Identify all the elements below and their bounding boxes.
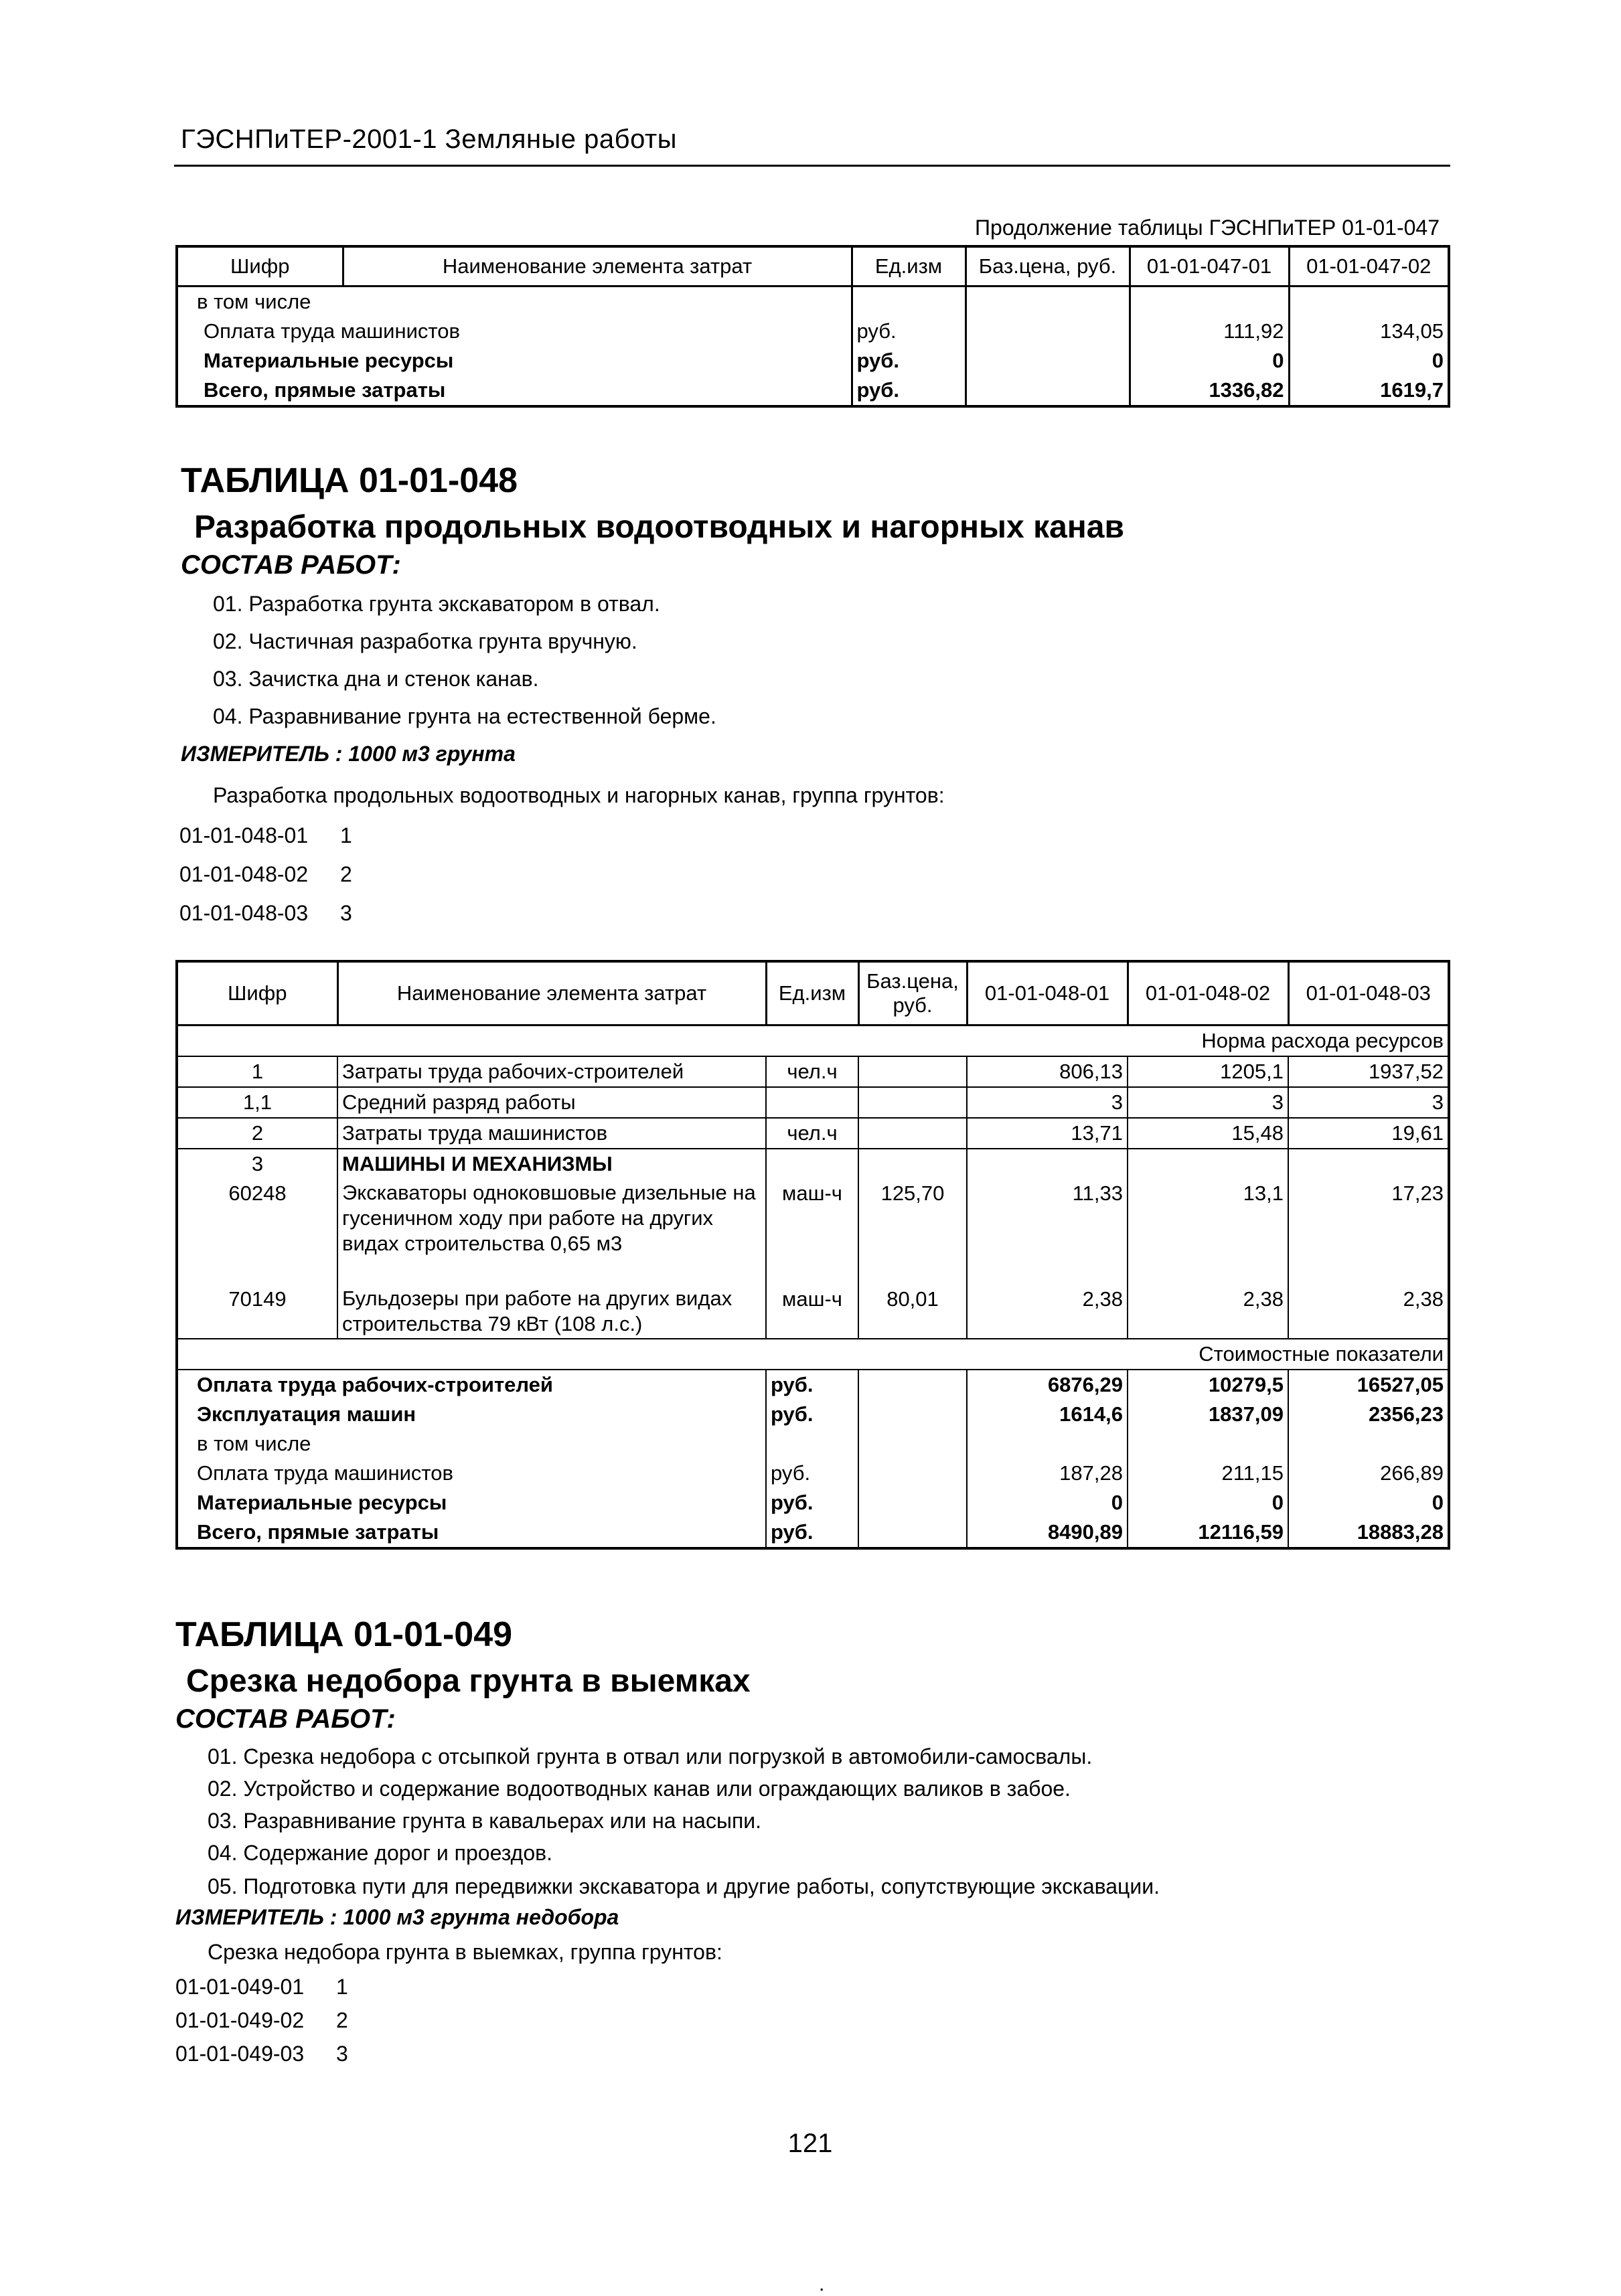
table-row (177, 1149, 1449, 1179)
row-value (1130, 286, 1289, 317)
row-value (1289, 286, 1449, 317)
code-entry (179, 862, 352, 887)
code: 01-01-049-03 (175, 2042, 305, 2066)
row-value: 13,71 (967, 1118, 1128, 1149)
row-unit: руб. (852, 317, 966, 346)
scan-speck: . (819, 2273, 825, 2295)
soil-group: 3 (336, 2042, 348, 2066)
table-row (177, 376, 1449, 406)
row-unit (766, 1087, 858, 1118)
row-name: Средний разряд работы (337, 1087, 766, 1118)
row-name: Оплата труда машинистов (204, 319, 460, 343)
row-value (1288, 1149, 1449, 1179)
row-value: 8490,89 (967, 1518, 1128, 1548)
col-header: Наименование элемента затрат (337, 961, 766, 1026)
row-name: в том числе (197, 290, 311, 313)
row-value: 2356,23 (1288, 1400, 1449, 1429)
sostav-label: СОСТАВ РАБОТ: (181, 550, 401, 580)
table-row (177, 1459, 1449, 1488)
col-header: Баз.цена, руб. (966, 246, 1130, 286)
row-unit: руб. (766, 1400, 858, 1429)
row-name: Затраты труда рабочих-строителей (337, 1056, 766, 1087)
row-value: 0 (1130, 346, 1289, 376)
table-row (177, 1370, 1449, 1400)
row-value: 187,28 (967, 1459, 1128, 1488)
cost-label: Стоимостные показатели (177, 1339, 1449, 1370)
col-header: Баз.цена, руб. (858, 961, 967, 1026)
row-unit (766, 1149, 858, 1179)
table-047-header (177, 246, 1449, 286)
izmeritel: ИЗМЕРИТЕЛЬ : 1000 м3 грунта (181, 742, 516, 766)
work-item: 04. Разравнивание грунта на естественной берме. (213, 704, 716, 728)
row-code: 1,1 (177, 1087, 337, 1118)
running-title: ГЭСНПиТЕР-2001-1 Земляные работы (181, 125, 677, 154)
section-048-heading: Разработка продольных водоотводных и нагорных канав (194, 509, 1124, 545)
row-value: 6876,29 (967, 1370, 1128, 1400)
table-row (177, 1518, 1449, 1548)
row-value: 1937,52 (1288, 1056, 1449, 1087)
code: 01-01-048-02 (179, 862, 309, 886)
col-header: 01-01-048-03 (1288, 961, 1449, 1026)
row-value: 806,13 (967, 1056, 1128, 1087)
table-row (177, 346, 1449, 376)
table-048 (175, 960, 1450, 1550)
codes-intro: Срезка недобора грунта в выемках, группа грунтов: (208, 1940, 722, 1964)
row-value: 1837,09 (1128, 1400, 1288, 1429)
row-price (858, 1087, 967, 1118)
codes-intro: Разработка продольных водоотводных и нагорных канав, группа грунтов: (213, 783, 945, 807)
row-value: 1336,82 (1130, 376, 1289, 406)
table-row (177, 1118, 1449, 1149)
work-item: 02. Частичная разработка грунта вручную. (213, 629, 637, 653)
code-entry (175, 2008, 348, 2033)
row-value (967, 1429, 1128, 1459)
norma-row (177, 1026, 1449, 1057)
row-value: 2,38 (1288, 1282, 1449, 1339)
row-code: 3 (177, 1149, 337, 1179)
header-rule (174, 165, 1450, 167)
row-price (858, 1056, 967, 1087)
table-row (177, 1488, 1449, 1518)
page-number: 121 (787, 2129, 833, 2158)
row-unit: чел.ч (766, 1056, 858, 1087)
row-code: 2 (177, 1118, 337, 1149)
code-entry (179, 823, 352, 848)
col-header: Ед.изм (852, 246, 966, 286)
row-unit: маш-ч (766, 1282, 858, 1339)
row-value: 17,23 (1288, 1179, 1449, 1282)
row-unit: руб. (852, 346, 966, 376)
row-value (1288, 1429, 1449, 1459)
row-value: 13,1 (1128, 1179, 1288, 1282)
work-item: 05. Подготовка пути для передвижки экскаватора и другие работы, сопутствующие экскавации. (208, 1874, 1160, 1898)
row-value: 266,89 (1288, 1459, 1449, 1488)
row-price (858, 1118, 967, 1149)
row-price (858, 1149, 967, 1179)
row-value: 3 (967, 1087, 1128, 1118)
row-value: 15,48 (1128, 1118, 1288, 1149)
row-name: в том числе (177, 1429, 766, 1459)
code: 01-01-048-01 (179, 823, 309, 847)
sostav-label: СОСТАВ РАБОТ: (175, 1704, 396, 1734)
work-item: 02. Устройство и содержание водоотводных канав или ограждающих валиков в забое. (208, 1777, 1071, 1801)
col-header: 01-01-047-01 (1130, 246, 1289, 286)
soil-group: 1 (336, 1975, 348, 1999)
col-header: Шифр (177, 961, 337, 1026)
row-name: Экскаваторы одноковшовые дизельные на гусеничном ходу при работе на других видах строительства 0,65 м3 (337, 1179, 766, 1282)
row-name: Затраты труда машинистов (337, 1118, 766, 1149)
row-unit: руб. (766, 1459, 858, 1488)
izmeritel: ИЗМЕРИТЕЛЬ : 1000 м3 грунта недобора (175, 1905, 619, 1929)
col-header: Наименование элемента затрат (343, 246, 852, 286)
soil-group: 2 (340, 862, 352, 886)
row-value (1128, 1149, 1288, 1179)
col-header: 01-01-048-02 (1128, 961, 1288, 1026)
row-unit: чел.ч (766, 1118, 858, 1149)
col-header: Шифр (177, 246, 343, 286)
row-name: МАШИНЫ И МЕХАНИЗМЫ (337, 1149, 766, 1179)
table-row (177, 1179, 1449, 1282)
row-value: 3 (1128, 1087, 1288, 1118)
row-value: 19,61 (1288, 1118, 1449, 1149)
row-value: 10279,5 (1128, 1370, 1288, 1400)
row-value: 211,15 (1128, 1459, 1288, 1488)
row-value: 111,92 (1130, 317, 1289, 346)
row-value: 1205,1 (1128, 1056, 1288, 1087)
row-unit: руб. (766, 1518, 858, 1548)
row-value: 0 (1432, 349, 1444, 372)
row-unit: руб. (766, 1370, 858, 1400)
soil-group: 1 (340, 823, 352, 847)
row-value: 1619,7 (1380, 378, 1444, 402)
table-row (177, 317, 1449, 346)
code-entry (175, 2042, 348, 2066)
work-item: 01. Разработка грунта экскаватором в отвал. (213, 592, 660, 616)
code: 01-01-048-03 (179, 901, 309, 925)
code-entry (175, 1975, 348, 1999)
row-code: 60248 (177, 1179, 337, 1282)
row-value: 134,05 (1380, 319, 1444, 343)
col-header: 01-01-047-02 (1289, 246, 1449, 286)
col-header: Ед.изм (766, 961, 858, 1026)
row-value: 18883,28 (1288, 1518, 1449, 1548)
row-value: 2,38 (1128, 1282, 1288, 1339)
table-row (177, 1282, 1449, 1339)
row-name: Бульдозеры при работе на других видах строительства 79 кВт (108 л.с.) (337, 1282, 766, 1339)
row-value: 0 (1288, 1488, 1449, 1518)
row-value: 11,33 (967, 1179, 1128, 1282)
table-row (177, 1087, 1449, 1118)
row-value (967, 1149, 1128, 1179)
row-unit (766, 1429, 858, 1459)
row-unit: маш-ч (766, 1179, 858, 1282)
row-code: 70149 (177, 1282, 337, 1339)
row-value: 1614,6 (967, 1400, 1128, 1429)
work-item: 04. Содержание дорог и проездов. (208, 1841, 553, 1865)
row-value: 16527,05 (1288, 1370, 1449, 1400)
table-048-title: ТАБЛИЦА 01-01-048 (181, 461, 518, 500)
row-unit: руб. (766, 1488, 858, 1518)
row-name: Оплата труда машинистов (177, 1459, 766, 1488)
row-name: Материальные ресурсы (177, 1488, 766, 1518)
code-entry (179, 901, 352, 926)
row-price: 125,70 (858, 1179, 967, 1282)
table-047 (175, 245, 1450, 408)
soil-group: 3 (340, 901, 352, 925)
code: 01-01-049-01 (175, 1975, 305, 1999)
row-value: 2,38 (967, 1282, 1128, 1339)
row-value: 0 (1128, 1488, 1288, 1518)
table-row (177, 286, 1449, 317)
row-name: Всего, прямые затраты (204, 378, 446, 402)
section-049-heading: Срезка недобора грунта в выемках (186, 1663, 751, 1699)
table-row (177, 1429, 1449, 1459)
col-header: 01-01-048-01 (967, 961, 1128, 1026)
row-unit: руб. (852, 376, 966, 406)
work-item: 03. Зачистка дна и стенок канав. (213, 667, 539, 691)
work-item: 01. Срезка недобора с отсыпкой грунта в отвал или погрузкой в автомобили-самосвалы. (208, 1744, 1093, 1769)
row-unit (852, 286, 966, 317)
continuation-note: Продолжение таблицы ГЭСНПиТЕР 01-01-047 (975, 216, 1440, 240)
cost-row (177, 1339, 1449, 1370)
code: 01-01-049-02 (175, 2008, 305, 2032)
row-name: Всего, прямые затраты (177, 1518, 766, 1548)
work-item: 03. Разравнивание грунта в кавальерах или на насыпи. (208, 1809, 762, 1833)
row-value (1128, 1429, 1288, 1459)
row-name: Оплата труда рабочих-строителей (177, 1370, 766, 1400)
row-value: 12116,59 (1128, 1518, 1288, 1548)
row-name: Материальные ресурсы (204, 349, 454, 372)
table-row (177, 1400, 1449, 1429)
soil-group: 2 (336, 2008, 348, 2032)
row-name: Эксплуатация машин (177, 1400, 766, 1429)
norma-label: Норма расхода ресурсов (177, 1026, 1449, 1057)
row-price: 80,01 (858, 1282, 967, 1339)
table-048-header (177, 961, 1449, 1026)
table-049-title: ТАБЛИЦА 01-01-049 (175, 1615, 513, 1654)
table-row (177, 1056, 1449, 1087)
row-value: 0 (967, 1488, 1128, 1518)
row-value: 3 (1288, 1087, 1449, 1118)
row-code: 1 (177, 1056, 337, 1087)
